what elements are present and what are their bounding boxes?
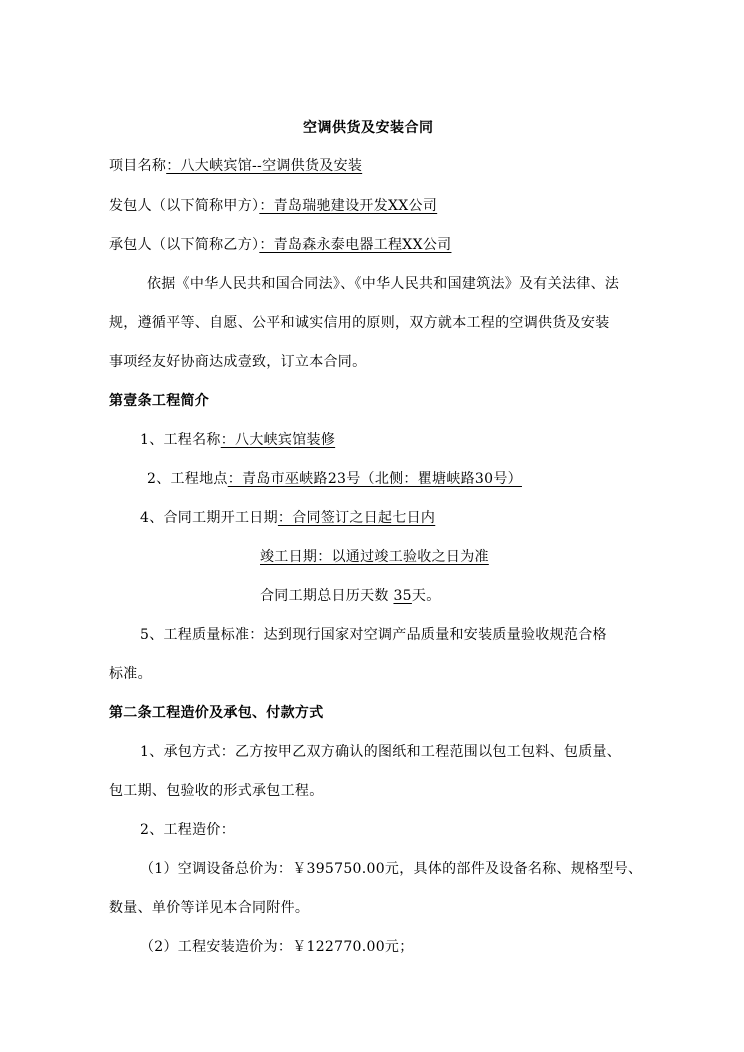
project-name-label: 项目名称 (109, 158, 167, 174)
employer-label: 发包人（以下简称甲方） (109, 198, 260, 214)
item4-value: ：合同签订之日起七日内 (277, 510, 436, 526)
section1-item2 (147, 469, 522, 489)
section1-item5-line1: 5、工程质量标准：达到现行国家对空调产品质量和安装质量验收规范合格 (140, 627, 607, 643)
employer-value: ：青岛瑞驰建设开发XX公司 (259, 198, 438, 214)
section2-heading: 第二条工程造价及承包、付款方式 (109, 705, 324, 721)
project-name-value: ：八大峡宾馆--空调供货及安装 (166, 158, 363, 174)
project-name-line (109, 156, 362, 176)
intro-line-3: 事项经友好协商达成壹致，订立本合同。 (109, 354, 367, 370)
total-days-value: 35 (393, 588, 412, 604)
section2-sub1-line1: （1）空调设备总价为：￥395750.00元，具体的部件及设备名称、规格型号、 (140, 861, 643, 877)
total-days-line (260, 586, 441, 606)
document-title: 空调供货及安装合同 (303, 120, 434, 136)
section1-item1 (140, 430, 335, 450)
section2-sub2: （2）工程安装造价为：￥122770.00元； (140, 939, 414, 955)
total-days-prefix: 合同工期总日历天数 (260, 588, 389, 604)
section2-item1-line1: 1、承包方式：乙方按甲乙双方确认的图纸和工程范围以包工包料、包质量、 (140, 744, 622, 760)
section1-heading: 第壹条工程简介 (109, 393, 210, 409)
employer-line (109, 196, 437, 216)
contractor-label: 承包人（以下简称乙方） (109, 237, 260, 253)
contractor-value: ：青岛森永泰电器工程XX公司 (259, 237, 452, 253)
completion-date: 竣工日期：以通过竣工验收之日为准 (260, 549, 489, 565)
intro-line-2: 规，遵循平等、自愿、公平和诚实信用的原则，双方就本工程的空调供货及安装 (109, 315, 610, 331)
intro-line-1: 依据《中华人民共和国合同法》、《中华人民共和国建筑法》及有关法律、法 (147, 276, 620, 292)
item1-label: 1、工程名称 (140, 432, 221, 448)
section2-item1-line2: 包工期、包验收的形式承包工程。 (109, 783, 324, 799)
section1-item5-line2: 标准。 (109, 666, 152, 682)
section2-item2: 2、工程造价： (140, 822, 236, 838)
item2-label: 2、工程地点 (147, 471, 228, 487)
total-days-suffix: 天。 (411, 588, 441, 604)
item2-value: ：青岛市巫峡路23号（北侧：瞿塘峡路30号） (227, 471, 522, 487)
section1-item4 (140, 508, 435, 528)
item1-value: ：八大峡宾馆装修 (220, 432, 336, 448)
contractor-line (109, 235, 451, 255)
item4-label: 4、合同工期开工日期 (140, 510, 278, 526)
section2-sub1-line2: 数量、单价等详见本合同附件。 (109, 900, 310, 916)
